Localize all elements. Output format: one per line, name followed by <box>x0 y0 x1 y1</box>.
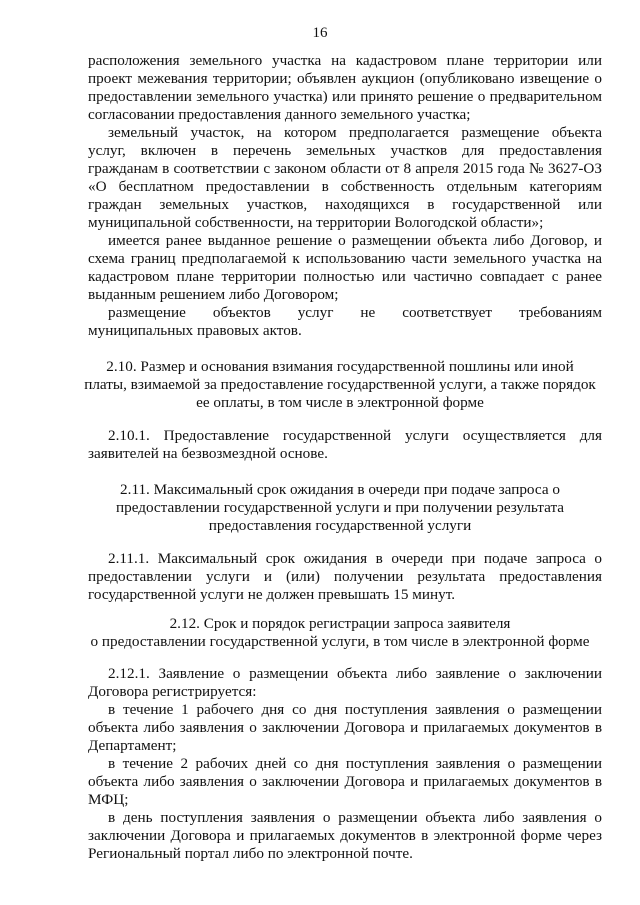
text-line: кадастровом плане территории полностью или частично совпадает с ранее <box>88 268 602 285</box>
section-heading-line: ее оплаты, в том числе в электронной форме <box>196 394 484 411</box>
text-line: Департамент; <box>88 737 177 754</box>
text-line: муниципальных правовых актов. <box>88 322 302 339</box>
text-line: объекта либо заявления о заключении Договора и прилагаемых документов в <box>88 773 602 790</box>
text-line: земельный участок, на котором предполагается размещение объекта <box>108 124 602 141</box>
text-line: Договора регистрируется: <box>88 683 257 700</box>
text-line: расположения земельного участка на кадастровом плане территории или <box>88 52 602 69</box>
text-line: объекта либо заявления о заключении Договора и прилагаемых документов в <box>88 719 602 736</box>
text-line: МФЦ; <box>88 791 129 808</box>
text-line: 2.11.1. Максимальный срок ожидания в очереди при подаче запроса о <box>108 550 602 567</box>
text-line: схема границ предполагаемой к использованию части земельного участка на <box>88 250 602 267</box>
page-number: 16 <box>312 25 328 41</box>
text-line: выданным решением либо Договором; <box>88 286 339 303</box>
text-line: 2.10.1. Предоставление государственной услуги осуществляется для <box>108 427 602 444</box>
text-line: Региональный портал либо по электронной почте. <box>88 845 413 862</box>
section-heading-line: 2.10. Размер и основания взимания государственной пошлины или иной <box>106 358 574 375</box>
section-heading-line: предоставления государственной услуги <box>208 517 472 534</box>
text-line: государственной услуги не должен превышать 15 минут. <box>88 586 455 603</box>
text-line: предоставлении земельного участка) или принято решение о предварительном <box>88 88 602 105</box>
text-line: 2.12.1. Заявление о размещении объекта либо заявление о заключении <box>108 665 602 682</box>
text-line: «О бесплатном предоставлении в собственность отдельным категориям <box>88 178 602 195</box>
text-line: в день поступления заявления о размещении объекта либо заявления о <box>108 809 602 826</box>
text-line: предоставлении услуги и (или) получении результата предоставления <box>88 568 602 585</box>
text-line: в течение 1 рабочего дня со дня поступления заявления о размещении <box>108 701 602 718</box>
section-heading-line: платы, взимаемой за предоставление государственной услуги, а также порядок <box>84 376 596 393</box>
section-heading-line: предоставлении государственной услуги и при получении результата <box>115 499 565 516</box>
text-line: проект межевания территории; объявлен аукцион (опубликовано извещение о <box>88 70 602 87</box>
section-heading-line: 2.12. Срок и порядок регистрации запроса заявителя <box>169 615 511 632</box>
text-line: услуг, включен в перечень земельных участков для предоставления <box>88 142 602 159</box>
text-line: согласовании предоставления данного земельного участка; <box>88 106 471 123</box>
text-line: размещение объектов услуг не соответствует требованиям <box>108 304 602 321</box>
text-line: в течение 2 рабочих дней со дня поступления заявления о размещении <box>108 755 602 772</box>
text-line: заключении Договора и прилагаемых документов в электронной форме через <box>88 827 602 844</box>
text-line: заявителей на безвозмездной основе. <box>88 445 328 462</box>
section-heading-line: 2.11. Максимальный срок ожидания в очереди при подаче запроса о <box>120 481 560 498</box>
text-line: имеется ранее выданное решение о размещении объекта либо Договор, и <box>108 232 602 249</box>
section-heading-line: о предоставлении государственной услуги, в том числе в электронной форме <box>90 633 590 650</box>
text-line: муниципальной собственности, на территории Вологодской области»; <box>88 214 544 231</box>
text-line: граждан земельных участков, находящихся в государственной или <box>88 196 602 213</box>
text-line: гражданам в соответствии с законом области от 8 апреля 2015 года № 3627-ОЗ <box>88 160 602 177</box>
